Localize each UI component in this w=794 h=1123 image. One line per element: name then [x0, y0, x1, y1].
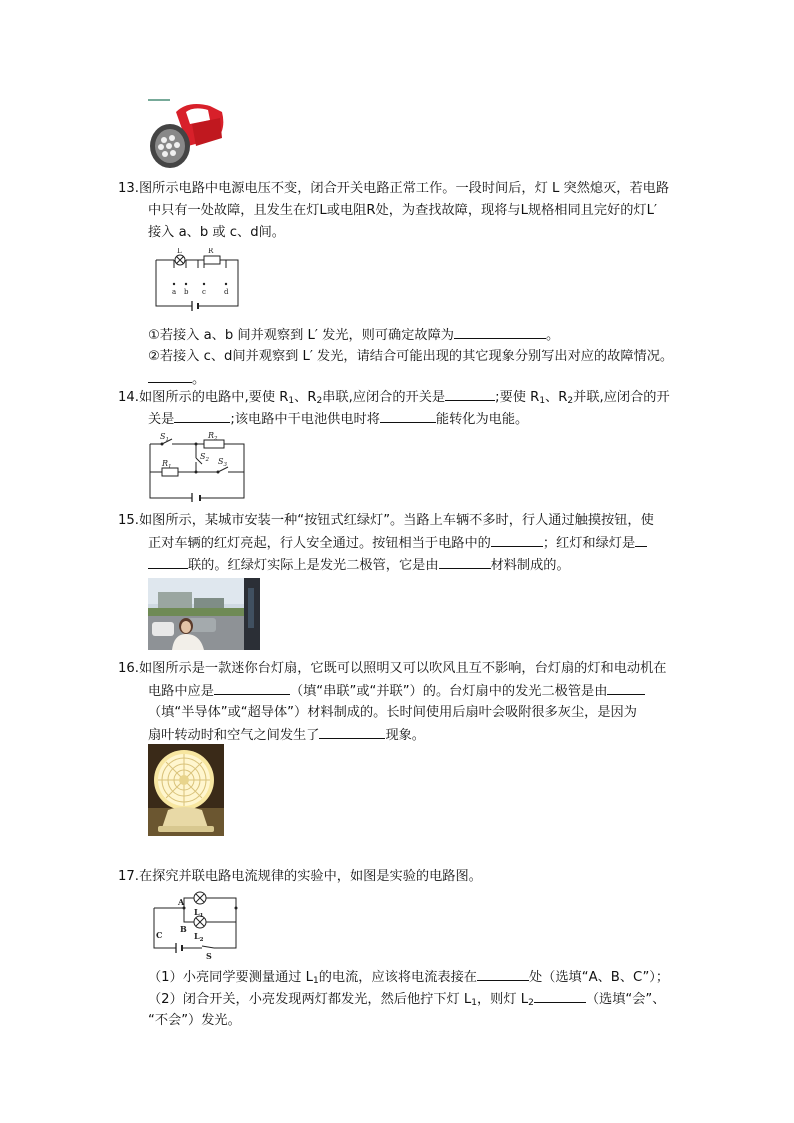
q15-line3: 联的。红绿灯实际上是发光二极管，它是由 材料制成的。 — [148, 554, 570, 577]
q17-number: 17. — [118, 869, 139, 884]
q13-answer-blank-1[interactable] — [454, 324, 546, 339]
svg-text:S1: $S_1$ — [160, 432, 169, 443]
q17-fig-A: A — [178, 897, 185, 907]
q14-line1: 14.如图所示的电路中,要使 $R_1$、$R_2$串联,应闭合的开关是 ;要使 $R_1$、$R_2$并联,应闭合的开 — [118, 386, 670, 412]
q14-circuit-diagram — [148, 432, 248, 502]
q15-number: 15. — [118, 513, 139, 528]
q16-answer-blank-2a[interactable] — [607, 680, 645, 695]
q13-fig-a: a — [172, 288, 177, 296]
q13-answer-blank-2[interactable] — [148, 368, 192, 383]
svg-text:R1: $R_1$ — [162, 459, 172, 470]
q14-fig-S2: S — [200, 452, 206, 461]
q14-answer-blank-3[interactable] — [380, 408, 436, 423]
q13-sub2-answer: 。 — [148, 368, 205, 391]
q13-number: 13. — [118, 181, 139, 196]
q16-number: 16. — [118, 661, 139, 676]
q17-sub1: （1）小亮同学要测量通过 $L_1$的电流，应该将电流表接在 处（选填“A、B、C”）； — [148, 966, 669, 992]
q14-answer-blank-2[interactable] — [174, 408, 230, 423]
svg-text:S2: $S_2$ — [200, 452, 209, 463]
q14-fig-S1: S — [160, 432, 166, 441]
q13-fig-L: L — [177, 248, 182, 255]
q13-line1: 13.图所示电路中电源电压不变，闭合开关电路正常工作。一段时间后，灯 L 突然熄灭，若电路 — [118, 181, 670, 196]
q16-answer-blank-3[interactable] — [319, 724, 385, 739]
q13-fig-b: b — [184, 288, 189, 296]
q13-circuit-diagram — [152, 248, 244, 314]
q13-fig-d: d — [224, 288, 229, 296]
q15-answer-blank-2a[interactable] — [635, 532, 647, 547]
q16-line1: 16.如图所示是一款迷你台灯扇，它既可以照明又可以吹风且互不影响，台灯扇的灯和电动机在 — [118, 661, 667, 676]
q13-fig-c: c — [202, 288, 206, 296]
q14-answer-blank-1[interactable] — [445, 386, 495, 401]
q17-fig-L2: L — [194, 931, 200, 941]
q15-line2: 正对车辆的红灯亮起，行人安全通过。按钮相当于电路中的 ；红灯和绿灯是 — [148, 532, 647, 555]
svg-text:R2: $R_2$ — [208, 432, 218, 442]
q17-fig-L1: L — [194, 907, 200, 917]
q17-answer-blank-2[interactable] — [534, 988, 586, 1003]
q17-sub2: （2）闭合开关，小亮发现两灯都发光，然后他拧下灯 $L_1$，则灯 $L_2$ （选填“会”、 — [148, 988, 665, 1014]
q13-line3: 接入 a、b 或 c、d间。 — [148, 225, 285, 240]
svg-text:L2: $L_2$ — [194, 931, 204, 943]
q15-traffic-button-photo — [148, 578, 260, 650]
q13-line2: 中只有一处故障，且发生在灯L或电阻R处，为查找故障，现将与L规格相同且完好的灯L′ — [148, 203, 657, 218]
q15-answer-blank-3[interactable] — [439, 554, 491, 569]
q16-answer-blank-1[interactable] — [214, 680, 290, 695]
q15-answer-blank-1[interactable] — [491, 532, 543, 547]
flashlight-image — [148, 98, 228, 170]
q16-line4: 扇叶转动时和空气之间发生了 现象。 — [148, 724, 425, 747]
q17-fig-B: B — [180, 924, 187, 934]
q14-fig-S3: S — [218, 457, 224, 466]
q13-sub1: ①若接入 a、b 间并观察到 L′ 发光，则可确定故障为 。 — [148, 324, 559, 347]
q17-answer-blank-1[interactable] — [477, 966, 529, 981]
q17-fig-C: C — [156, 930, 163, 940]
q14-line2: 关是 ;该电路中干电池供电时将 能转化为电能。 — [148, 408, 528, 431]
q14-fig-R2: R — [208, 432, 215, 440]
svg-text:S3: $S_3$ — [218, 457, 227, 468]
svg-text:L1: $L_1$ — [194, 907, 204, 919]
q13-sub2: ②若接入 c、d间并观察到 L′ 发光，请结合可能出现的其它现象分别写出对应的故障情况。 — [148, 349, 674, 364]
q17-circuit-diagram — [150, 886, 244, 960]
q15-line1: 15.如图所示，某城市安装一种“按钮式红绿灯”。当路上车辆不多时，行人通过触摸按钮，使 — [118, 513, 654, 528]
q16-line3: （填“半导体”或“超导体”）材料制成的。长时间使用后扇叶会吸附很多灰尘，是因为 — [148, 705, 637, 720]
q16-line2: 电路中应是 （填“串联”或“并联”）的。台灯扇中的发光二极管是由 — [148, 680, 645, 703]
q16-desk-fan-photo — [148, 744, 224, 836]
q13-fig-R: R — [208, 248, 214, 255]
q14-number: 14. — [118, 390, 139, 405]
q17-sub3: “不会”）发光。 — [148, 1013, 241, 1028]
q17-fig-S: S — [206, 951, 212, 960]
q14-fig-R1: R — [162, 459, 169, 468]
q17-line1: 17.在探究并联电路电流规律的实验中，如图是实验的电路图。 — [118, 869, 482, 884]
q15-answer-blank-2b[interactable] — [148, 554, 188, 569]
